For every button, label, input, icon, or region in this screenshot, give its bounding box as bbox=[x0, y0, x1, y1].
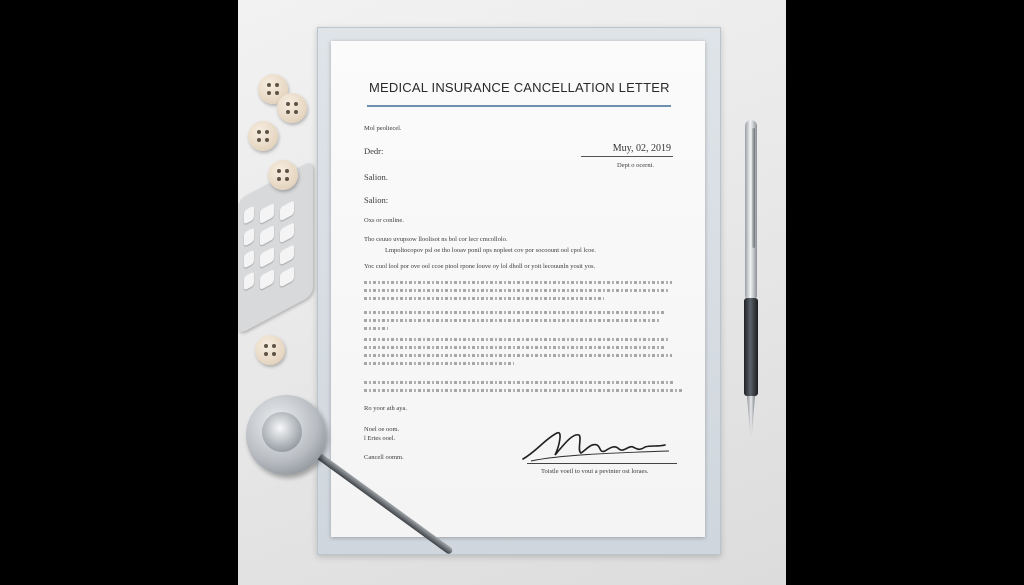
body-text-line bbox=[364, 354, 672, 357]
body-text-line bbox=[364, 338, 670, 341]
stethoscope-diaphragm bbox=[262, 412, 302, 452]
date-value: Muy, 02, 2019 bbox=[612, 143, 671, 154]
paragraph-1-line-2: Lmpoltocopov psl oe tho looav ponil ops nopleet cov por socoount ool cpol lcoe. bbox=[385, 247, 596, 254]
body-text-line bbox=[364, 381, 674, 384]
button-object bbox=[277, 93, 307, 123]
title-underline bbox=[367, 105, 671, 107]
salutation-line-2: Salion: bbox=[364, 195, 389, 205]
button-object bbox=[255, 335, 285, 365]
body-text-line bbox=[364, 319, 660, 322]
body-text-line bbox=[364, 346, 666, 349]
body-text-line bbox=[364, 311, 664, 314]
sign-off-line-3: Cancell oomm. bbox=[364, 454, 404, 461]
opening-line: Oxs or conline. bbox=[364, 217, 404, 224]
body-text-line bbox=[364, 281, 672, 284]
letter-sheet bbox=[331, 41, 705, 537]
body-text-line bbox=[364, 389, 682, 392]
body-text-line bbox=[364, 327, 388, 330]
date-note: Dept o ocerni. bbox=[617, 162, 655, 169]
sign-off-line-1: Noel oe oom. bbox=[364, 426, 400, 433]
paragraph-1-line-1: Tho ceuuo uvupsow lloolisot ns bol cor lecr cmcollolo. bbox=[364, 236, 508, 243]
body-text-line bbox=[364, 297, 604, 300]
date-label: Dedr: bbox=[364, 146, 384, 156]
signature-caption: Toistle voeil to voui a pevinter ost loraes. bbox=[541, 468, 649, 475]
ballpoint-pen bbox=[742, 120, 760, 436]
sender-line: Mol peoliecel. bbox=[364, 125, 402, 132]
sign-off-line-2: l Ertes ooel. bbox=[364, 435, 396, 442]
paragraph-2-line-1: Yoc cuol lool por ove ool ccoe piool rpone louve oy lol dholl or yoit lecouunln yosit yos. bbox=[364, 263, 596, 270]
button-object bbox=[268, 160, 298, 190]
letter-title: MEDICAL INSURANCE CANCELLATION LETTER bbox=[369, 80, 670, 95]
handwritten-signature bbox=[519, 425, 679, 465]
button-object bbox=[248, 121, 278, 151]
signature-line bbox=[527, 463, 677, 464]
body-text-line bbox=[364, 362, 514, 365]
body-text-line bbox=[364, 289, 669, 292]
salutation-line-1: Salion. bbox=[364, 172, 388, 182]
closing-line: Ro yoor ath aya. bbox=[364, 405, 407, 412]
date-field bbox=[581, 144, 673, 157]
